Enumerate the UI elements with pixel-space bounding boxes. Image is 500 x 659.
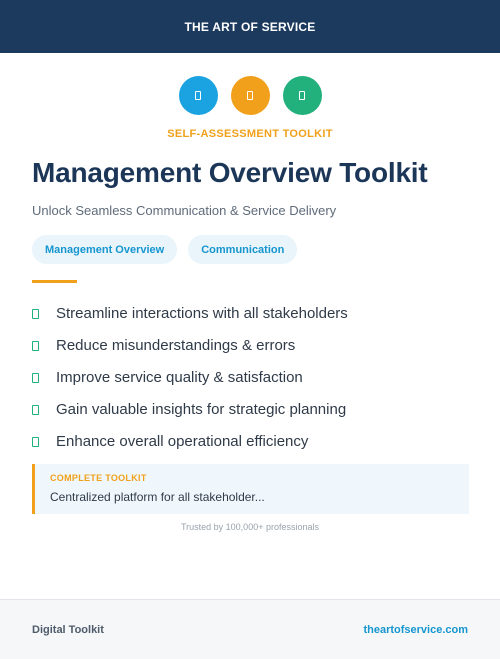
benefit-text: Streamline interactions with all stakeholders bbox=[56, 304, 348, 322]
page-subtitle: Unlock Seamless Communication & Service Delivery bbox=[32, 203, 337, 218]
check-icon bbox=[32, 341, 39, 351]
list-item bbox=[32, 425, 348, 457]
check-icon bbox=[32, 309, 39, 319]
benefit-list bbox=[32, 297, 348, 457]
benefit-text: Enhance overall operational efficiency bbox=[56, 432, 309, 450]
page-title: Management Overview Toolkit bbox=[32, 157, 428, 188]
trust-note: Trusted by 100,000+ professionals bbox=[180, 522, 319, 532]
tag-communication[interactable]: Communication bbox=[188, 235, 297, 264]
list-item bbox=[32, 329, 348, 361]
website-link[interactable]: theartofservice.com bbox=[363, 623, 468, 636]
kicker-label: SELF-ASSESSMENT TOOLKIT bbox=[167, 128, 333, 140]
benefit-text: Gain valuable insights for strategic planning bbox=[56, 400, 347, 418]
benefit-text: Improve service quality & satisfaction bbox=[56, 368, 303, 386]
check-icon bbox=[32, 405, 39, 415]
icon-row bbox=[0, 76, 500, 115]
accent-divider bbox=[32, 280, 77, 283]
callout-box bbox=[32, 464, 469, 514]
footer-bar bbox=[0, 599, 500, 659]
callout-label: COMPLETE TOOLKIT bbox=[50, 473, 147, 483]
footer-label: Digital Toolkit bbox=[32, 623, 104, 636]
list-item bbox=[32, 393, 348, 425]
benefit-text: Reduce misunderstandings & errors bbox=[56, 336, 296, 354]
list-item bbox=[32, 297, 348, 329]
list-item bbox=[32, 361, 348, 393]
tag-list bbox=[32, 235, 297, 264]
check-icon bbox=[32, 373, 39, 383]
callout-text: Centralized platform for all stakeholder... bbox=[50, 490, 265, 504]
tag-management-overview[interactable]: Management Overview bbox=[32, 235, 177, 264]
document-icon bbox=[179, 76, 218, 115]
document-icon bbox=[231, 76, 270, 115]
document-icon bbox=[283, 76, 322, 115]
brand-title: THE ART OF SERVICE bbox=[184, 19, 316, 34]
check-icon bbox=[32, 437, 39, 447]
header-bar bbox=[0, 0, 500, 53]
